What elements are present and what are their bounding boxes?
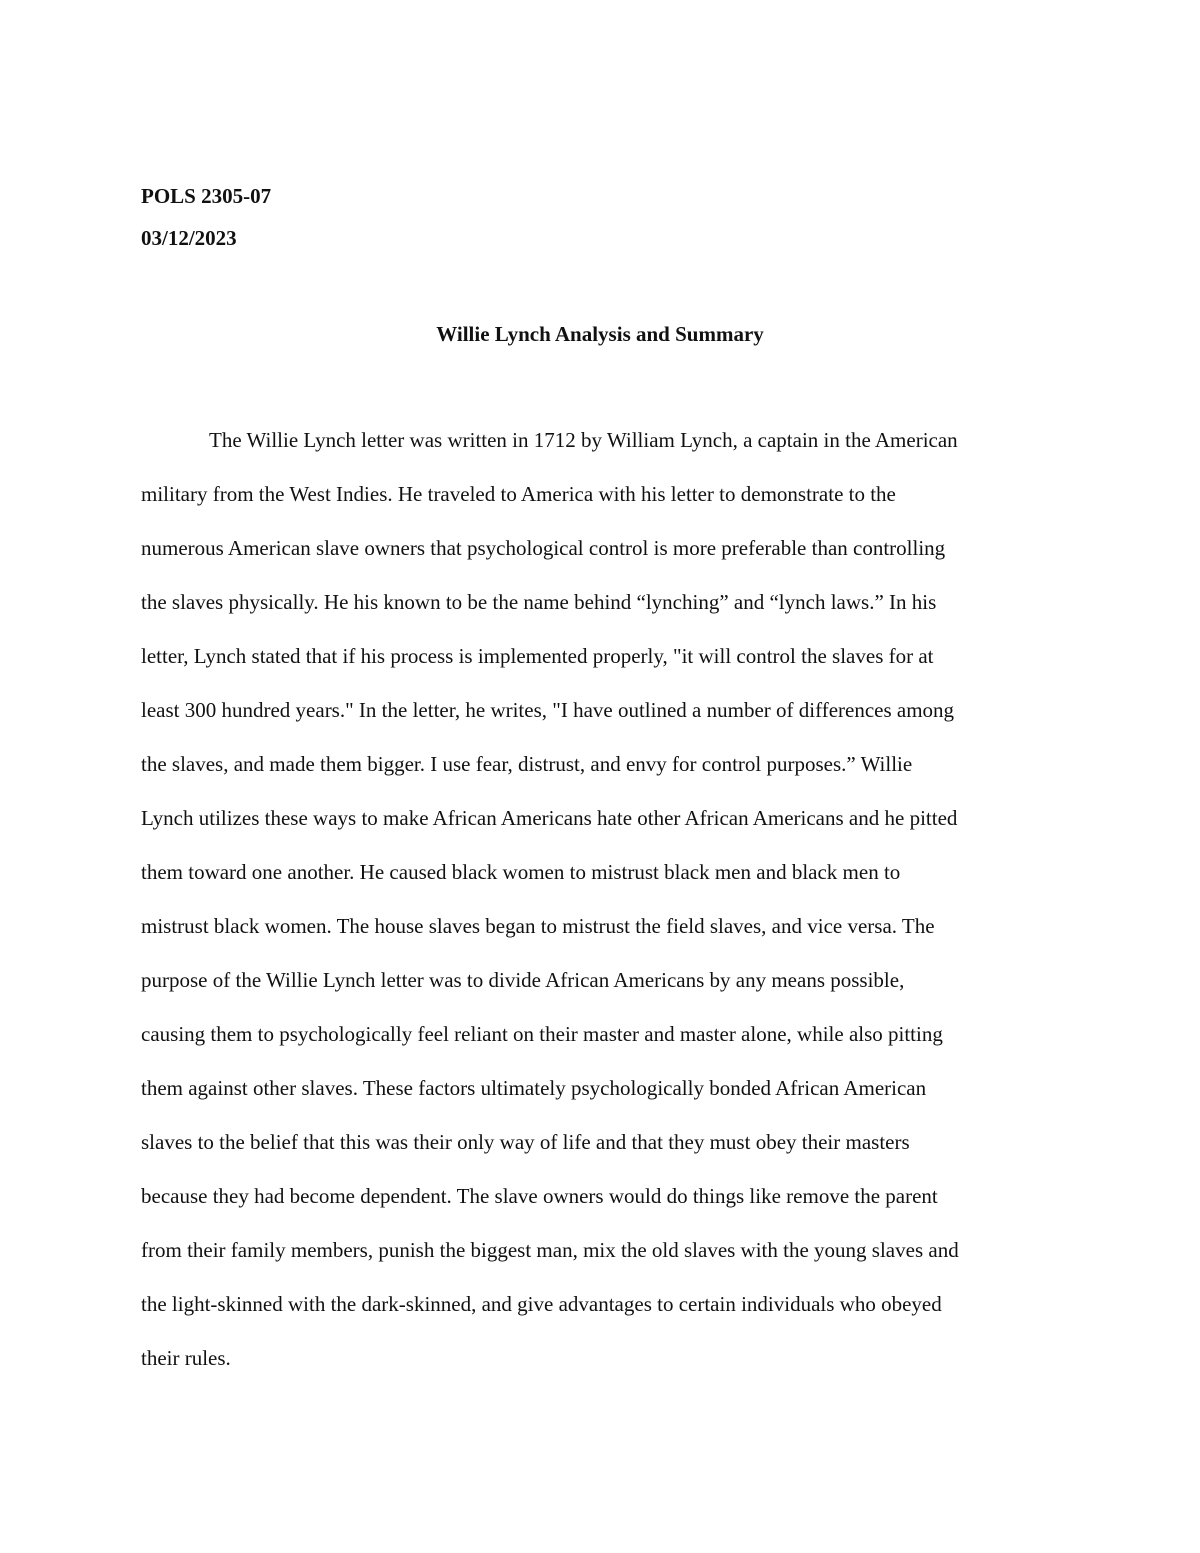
paragraph-line: causing them to psychologically feel reliant on their master and master alone, while also pitting [141,1022,943,1046]
course-code: POLS 2305-07 [141,184,272,208]
document-title: Willie Lynch Analysis and Summary [436,322,764,346]
paragraph-line: from their family members, punish the biggest man, mix the old slaves with the young slaves and [141,1238,959,1262]
paragraph-line: them toward one another. He caused black women to mistrust black men and black men to [141,860,901,884]
paragraph-line: numerous American slave owners that psychological control is more preferable than controlling [141,536,946,560]
paragraph-line: military from the West Indies. He traveled to America with his letter to demonstrate to the [141,482,896,506]
paragraph-line: mistrust black women. The house slaves began to mistrust the field slaves, and vice versa. The [141,914,935,938]
paragraph-line: the light-skinned with the dark-skinned, and give advantages to certain individuals who obeyed [141,1292,942,1316]
paragraph-line: because they had become dependent. The slave owners would do things like remove the parent [141,1184,938,1208]
paragraph-line: the slaves, and made them bigger. I use fear, distrust, and envy for control purposes.” Willie [141,752,913,776]
paragraph-line: them against other slaves. These factors ultimately psychologically bonded African American [141,1076,927,1100]
paragraph-line: Lynch utilizes these ways to make African Americans hate other African Americans and he pitted [141,806,958,830]
paragraph-line: letter, Lynch stated that if his process is implemented properly, "it will control the slaves for at [141,644,934,668]
date: 03/12/2023 [141,226,237,250]
paragraph-line: purpose of the Willie Lynch letter was to divide African Americans by any means possible, [141,968,905,992]
paragraph-line: The Willie Lynch letter was written in 1712 by William Lynch, a captain in the American [209,428,958,452]
paragraph-line: slaves to the belief that this was their only way of life and that they must obey their masters [141,1130,910,1154]
paragraph-line: the slaves physically. He his known to be the name behind “lynching” and “lynch laws.” In his [141,590,937,614]
paragraph-line: least 300 hundred years." In the letter, he writes, "I have outlined a number of differences among [141,698,955,722]
paragraph-line: their rules. [141,1346,231,1370]
